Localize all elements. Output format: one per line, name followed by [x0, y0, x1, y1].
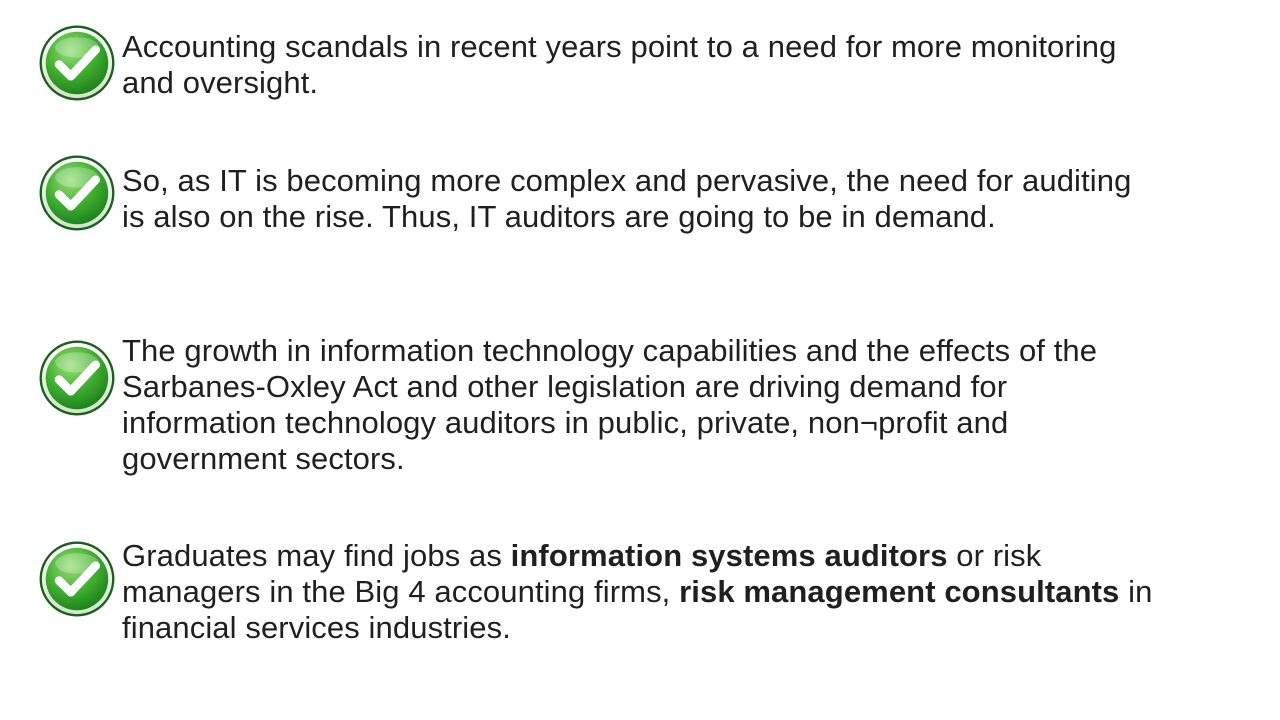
green-checkmark-icon	[38, 339, 116, 417]
bullet-text: Accounting scandals in recent years point to a need for more monitoring and oversight.	[122, 29, 1117, 100]
text-run: or risk managers in the Big 4 accounting firms,	[122, 538, 1042, 609]
bullet-text: So, as IT is becoming more complex and pervasive, the need for auditing is also on the rise. Thus, IT auditors are going to be in demand.	[122, 163, 1132, 234]
bold-text-run: information systems auditors	[510, 538, 948, 573]
bold-text-run: risk management consultants	[679, 574, 1120, 609]
text-run: Graduates may find jobs as	[122, 538, 511, 573]
green-checkmark-icon	[38, 540, 116, 618]
green-checkmark-icon	[38, 24, 116, 102]
text-run: in financial services industries.	[122, 574, 1153, 645]
green-checkmark-icon	[38, 154, 116, 232]
bullet-text: The growth in information technology capabilities and the effects of the Sarbanes-Oxley Act and other legislation are driving demand for information technology auditors in public, private, non¬profit and government sectors.	[122, 333, 1098, 476]
bullet-text	[122, 538, 1162, 646]
